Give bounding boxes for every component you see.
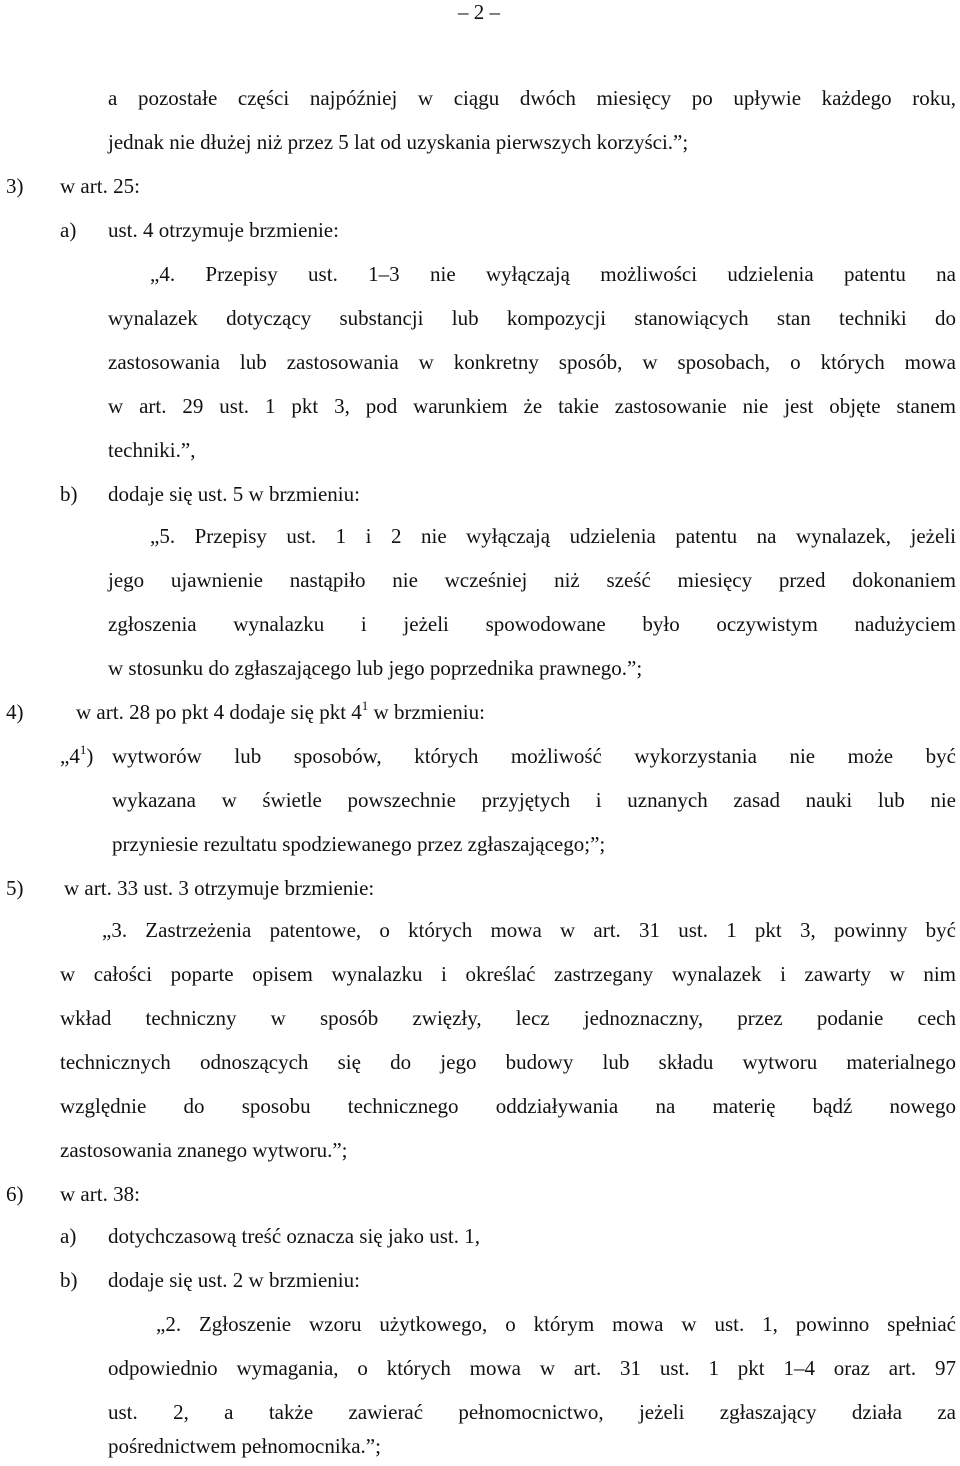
paragraph-line: a pozostałe części najpóźniej w ciągu dwóch miesięcy po upływie każdego roku, — [108, 86, 956, 110]
quote-marker — [60, 742, 93, 770]
quote-line: ust. 2, a także zawierać pełnomocnictwo, jeżeli zgłaszający działa za — [108, 1400, 956, 1424]
quote-line: w całości poparte opisem wynalazku i określać zastrzegany wynalazek i zawarty w nim — [60, 962, 956, 986]
page-number: – 2 – — [458, 0, 500, 24]
quote-line: jego ujawnienie nastąpiło nie wcześniej niż sześć miesięcy przed dokonaniem — [108, 568, 956, 592]
sub-marker-b: b) — [60, 482, 78, 506]
list-item-5: w art. 33 ust. 3 otrzymuje brzmienie: — [64, 876, 375, 900]
list-item-4-text: w art. 28 po pkt 4 dodaje się pkt 4 — [76, 700, 362, 724]
sub-marker-b: b) — [60, 1268, 78, 1292]
quote-line: wynalazek dotyczący substancji lub kompozycji stanowiących stan techniki do — [108, 306, 956, 330]
quote-line: zastosowania znanego wytworu.”; — [60, 1138, 348, 1162]
quote-line: „4. Przepisy ust. 1–3 nie wyłączają możliwości udzielenia patentu na — [150, 262, 956, 286]
quote-line: wytworów lub sposobów, których możliwość wykorzystania nie może być — [112, 744, 956, 768]
quote-line: „3. Zastrzeżenia patentowe, o których mowa w art. 31 ust. 1 pkt 3, powinny być — [102, 918, 956, 942]
quote-line: odpowiednio wymagania, o których mowa w art. 31 ust. 1 pkt 1–4 oraz art. 97 — [108, 1356, 956, 1380]
quote-marker-end: ) — [86, 744, 94, 768]
sub-marker-a: a) — [60, 1224, 77, 1248]
list-item-3: w art. 25: — [60, 174, 140, 198]
list-marker-3: 3) — [6, 174, 24, 198]
list-marker-6: 6) — [6, 1182, 24, 1206]
quote-line: pośrednictwem pełnomocnika.”; — [108, 1434, 381, 1458]
sub-item-b: dodaje się ust. 5 w brzmieniu: — [108, 482, 360, 506]
quote-line: „2. Zgłoszenie wzoru użytkowego, o którym mowa w ust. 1, powinno spełniać — [156, 1312, 956, 1336]
sub-marker-a: a) — [60, 218, 77, 242]
quote-line: w stosunku do zgłaszającego lub jego poprzednika prawnego.”; — [108, 656, 643, 680]
list-marker-4: 4) — [6, 700, 24, 724]
sub-item-a: ust. 4 otrzymuje brzmienie: — [108, 218, 339, 242]
sub-item-a: dotychczasową treść oznacza się jako ust. 1, — [108, 1224, 481, 1248]
quote-line: techniki.”, — [108, 438, 196, 462]
quote-line: zastosowania lub zastosowania w konkretny sposób, w sposobach, o których mowa — [108, 350, 956, 374]
quote-line: w art. 29 ust. 1 pkt 3, pod warunkiem że takie zastosowanie nie jest objęte stanem — [108, 394, 956, 418]
quote-line: wykazana w świetle powszechnie przyjętych i uznanych zasad nauki lub nie — [112, 788, 956, 812]
quote-line: technicznych odnoszących się do jego budowy lub składu wytworu materialnego — [60, 1050, 956, 1074]
list-item-6: w art. 38: — [60, 1182, 140, 1206]
superscript: 1 — [79, 742, 87, 757]
paragraph-line: jednak nie dłużej niż przez 5 lat od uzyskania pierwszych korzyści.”; — [108, 130, 689, 154]
quote-line: przyniesie rezultatu spodziewanego przez zgłaszającego;”; — [112, 832, 606, 856]
quote-line: „5. Przepisy ust. 1 i 2 nie wyłączają udzielenia patentu na wynalazek, jeżeli — [150, 524, 956, 548]
sub-item-b: dodaje się ust. 2 w brzmieniu: — [108, 1268, 360, 1292]
quote-line: wkład techniczny w sposób zwięzły, lecz jednoznaczny, przez podanie cech — [60, 1006, 956, 1030]
quote-marker-start: „4 — [60, 744, 80, 768]
list-marker-5: 5) — [6, 876, 24, 900]
list-item-4 — [76, 698, 485, 726]
quote-line: zgłoszenia wynalazku i jeżeli spowodowane było oczywistym nadużyciem — [108, 612, 956, 636]
superscript: 1 — [361, 698, 369, 713]
list-item-4-text-end: w brzmieniu: — [368, 700, 485, 724]
quote-line: względnie do sposobu technicznego oddziaływania na materię bądź nowego — [60, 1094, 956, 1118]
